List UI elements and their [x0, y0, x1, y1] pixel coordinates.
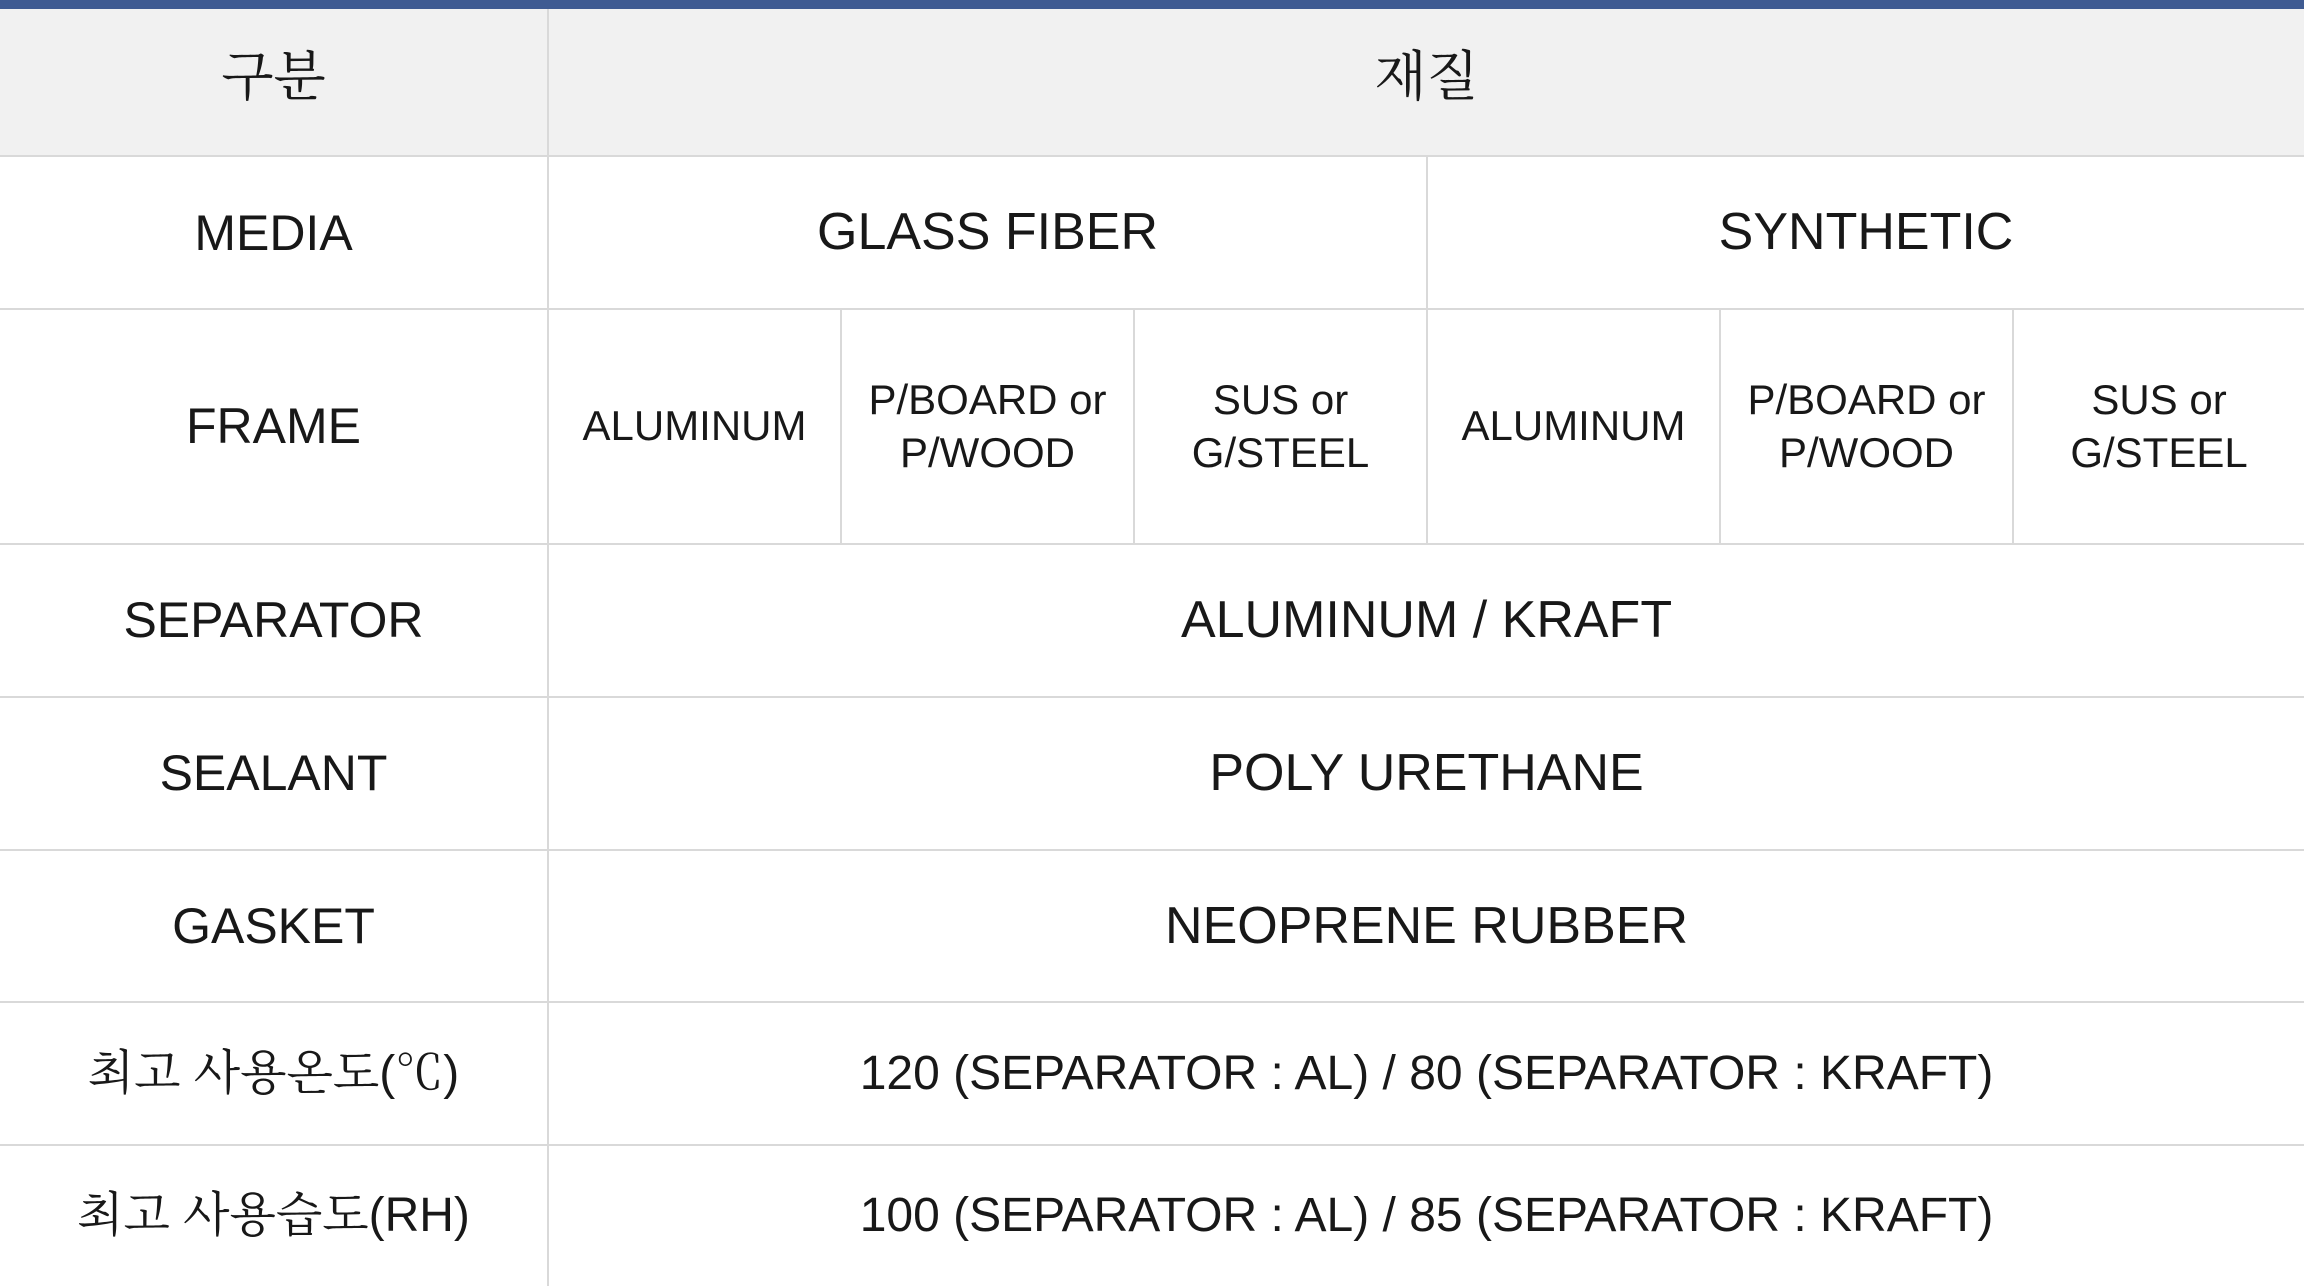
cell-frame-pboard-pwood-glass: P/BOARD or P/WOOD: [841, 309, 1134, 544]
table-row: [0, 309, 2304, 544]
header-cell-material: 재질: [548, 0, 2304, 156]
row-label-max-humidity: 최고 사용습도(RH): [0, 1145, 548, 1286]
top-accent-rule: [0, 0, 2304, 9]
cell-frame-sus-gsteel-synthetic: SUS or G/STEEL: [2013, 309, 2304, 544]
row-label-sealant: SEALANT: [0, 697, 548, 850]
header-cell-division: 구분: [0, 0, 548, 156]
row-label-frame: FRAME: [0, 309, 548, 544]
cell-frame-aluminum-synthetic: ALUMINUM: [1427, 309, 1720, 544]
table-row: [0, 544, 2304, 697]
cell-max-temperature-value: 120 (SEPARATOR : AL) / 80 (SEPARATOR : KRAFT): [548, 1002, 2304, 1145]
table-header-row: [0, 0, 2304, 156]
row-label-gasket: GASKET: [0, 850, 548, 1003]
cell-frame-aluminum-glass: ALUMINUM: [548, 309, 841, 544]
table-row: [0, 697, 2304, 850]
cell-sealant-value: POLY URETHANE: [548, 697, 2304, 850]
row-label-media: MEDIA: [0, 156, 548, 309]
table-row: [0, 156, 2304, 309]
table-row: [0, 850, 2304, 1003]
table-row: [0, 1145, 2304, 1286]
cell-media-glass-fiber: GLASS FIBER: [548, 156, 1427, 309]
cell-media-synthetic: SYNTHETIC: [1427, 156, 2304, 309]
cell-frame-pboard-pwood-synthetic: P/BOARD or P/WOOD: [1720, 309, 2013, 544]
row-label-max-temperature: 최고 사용온도(℃): [0, 1002, 548, 1145]
table-row: [0, 1002, 2304, 1145]
row-label-separator: SEPARATOR: [0, 544, 548, 697]
cell-gasket-value: NEOPRENE RUBBER: [548, 850, 2304, 1003]
cell-separator-value: ALUMINUM / KRAFT: [548, 544, 2304, 697]
cell-max-humidity-value: 100 (SEPARATOR : AL) / 85 (SEPARATOR : KRAFT): [548, 1145, 2304, 1286]
cell-frame-sus-gsteel-glass: SUS or G/STEEL: [1134, 309, 1427, 544]
